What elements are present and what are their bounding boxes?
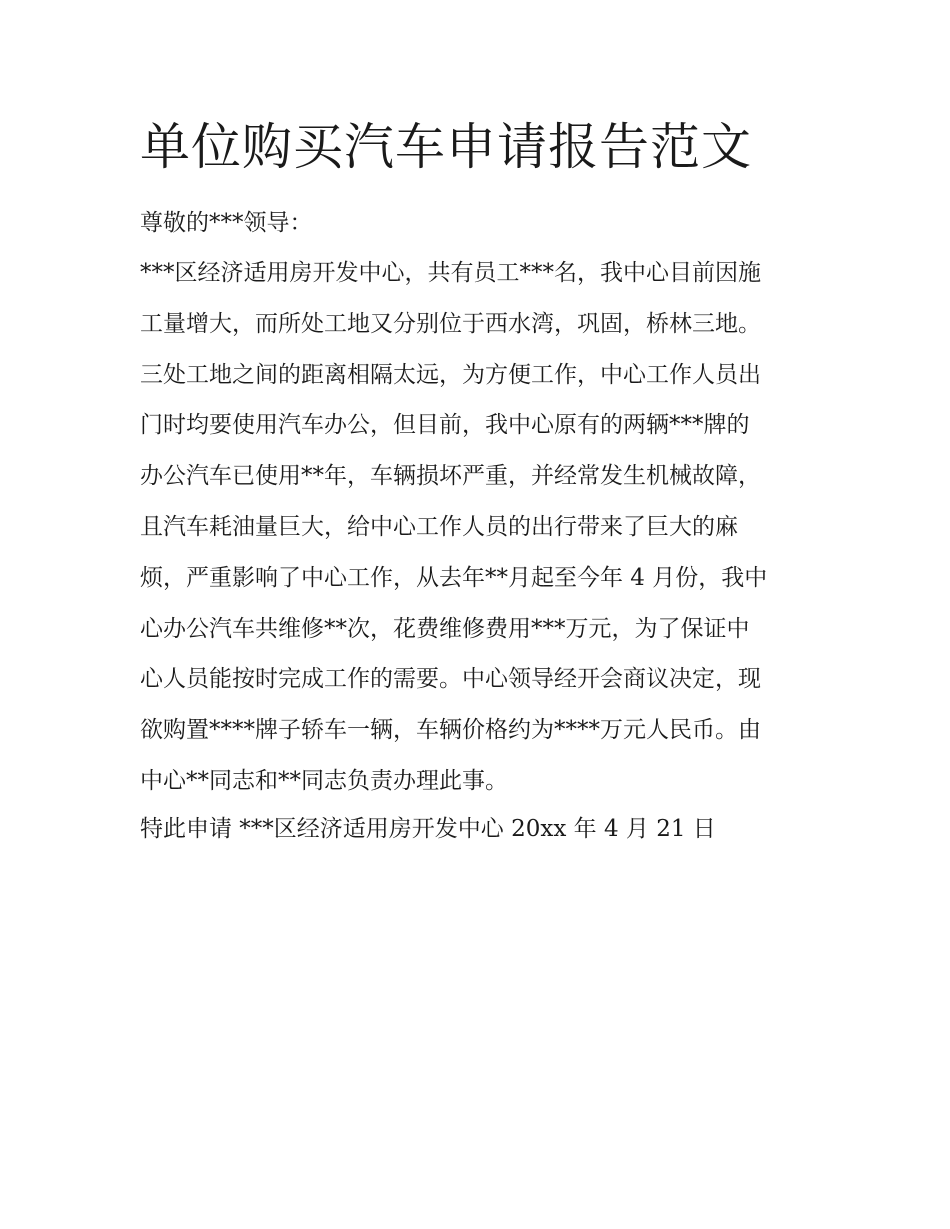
salutation: 尊敬的***领导： [140, 210, 313, 236]
body-line: 心人员能按时完成工作的需要。中心领导经开会商议决定，现 [140, 666, 761, 693]
body-line: 欲购置****牌子轿车一辆，车辆价格约为****万元人民币。由 [140, 717, 761, 744]
body-text [140, 253, 830, 812]
body-line: 三处工地之间的距离相隔太远，为方便工作，中心工作人员出 [140, 361, 761, 388]
closing-signature: 特此申请 ***区经济适用房开发中心 20xx 年 4 月 21 日 [140, 816, 716, 842]
body-line: 工量增大，而所处工地又分别位于西水湾，巩固，桥林三地。 [140, 310, 761, 337]
body-line: 且汽车耗油量巨大，给中心工作人员的出行带来了巨大的麻 [140, 513, 738, 540]
body-line: 心办公汽车共维修**次，花费维修费用***万元，为了保证中 [140, 615, 750, 642]
body-line: 烦，严重影响了中心工作，从去年**月起至今年 4 月份，我中 [140, 564, 768, 591]
body-line: 门时均要使用汽车办公，但目前，我中心原有的两辆***牌的 [140, 412, 750, 439]
body-line: 办公汽车已使用**年，车辆损坏严重，并经常发生机械故障， [140, 463, 761, 490]
document-title: 单位购买汽车申请报告范文 [140, 118, 752, 176]
body-line: ***区经济适用房开发中心，共有员工***名，我中心目前因施 [140, 260, 761, 286]
body-line: 中心**同志和**同志负责办理此事。 [140, 767, 508, 794]
